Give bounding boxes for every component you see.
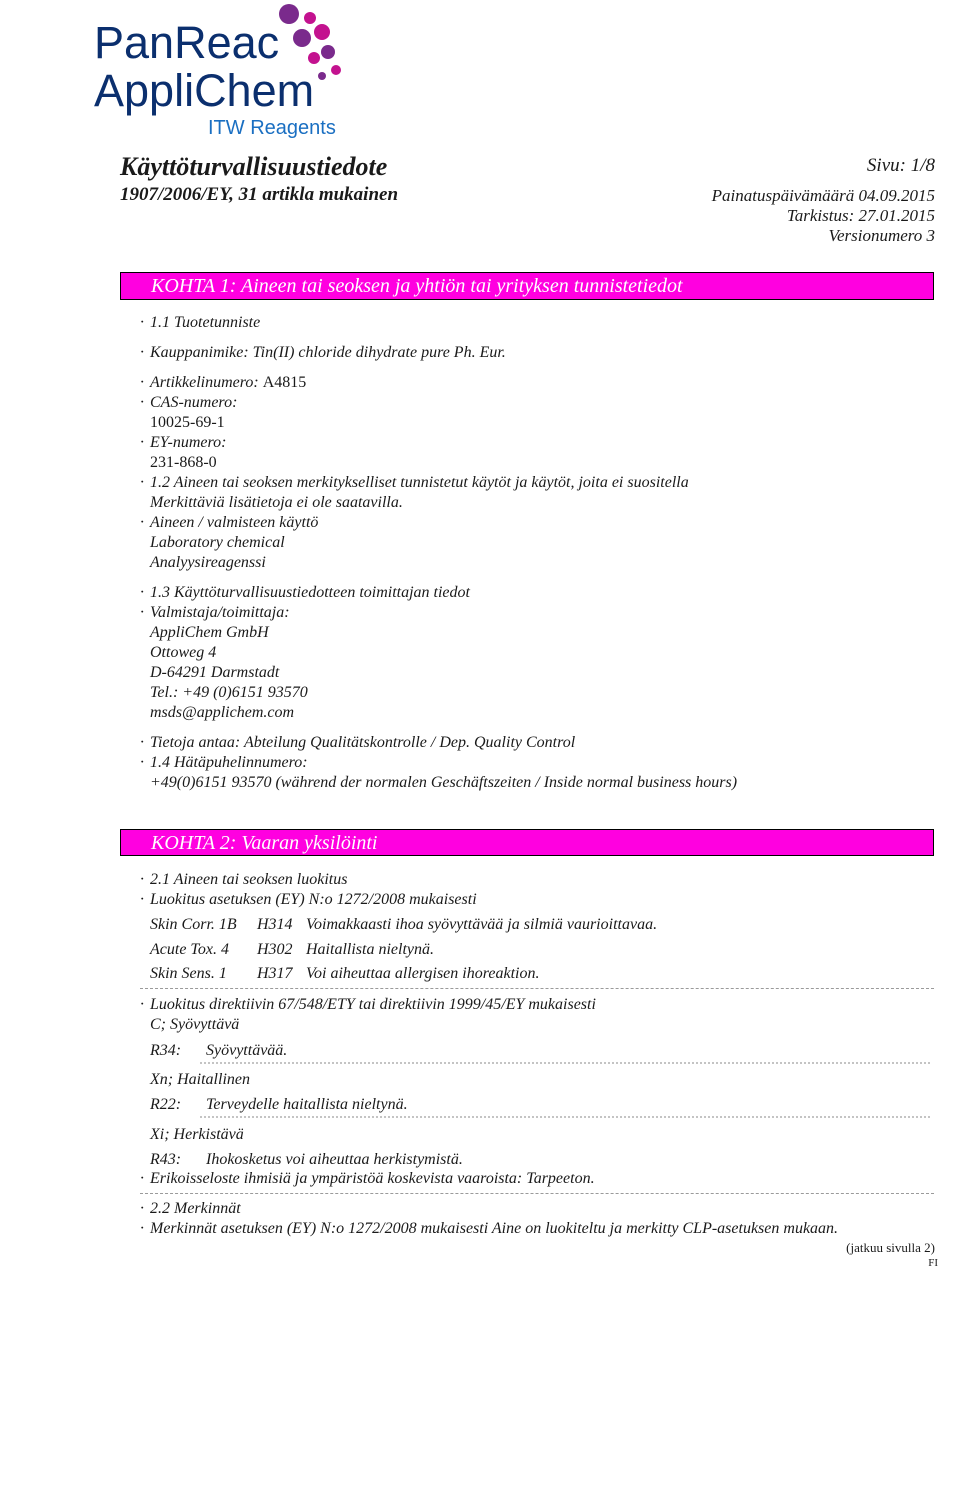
- use-2: Analyysireagenssi: [150, 554, 266, 571]
- logo-line1: PanReac: [94, 17, 280, 68]
- clp-text-2: Haitallista nieltynä.: [306, 941, 434, 958]
- dir-symbol-1: C; Syövyttävä: [150, 1016, 240, 1033]
- revision-date: Tarkistus: 27.01.2015: [786, 206, 935, 225]
- section-1-4: · 1.4 Hätäpuhelinnumero:: [140, 754, 308, 771]
- logo-line3: ITW Reagents: [208, 117, 336, 139]
- section-1-2: · 1.2 Aineen tai seoksen merkitykselliset tunnistetut käytöt ja käytöt, joita ei suositella: [140, 474, 689, 491]
- dir-rtext-3: Ihokosketus voi aiheuttaa herkistymistä.: [206, 1151, 463, 1168]
- clp-classification-label: · Luokitus asetuksen (EY) N:o 1272/2008 mukaisesti: [140, 891, 477, 908]
- page-number: Sivu: 1/8: [866, 155, 935, 176]
- document-title: Käyttöturvallisuustiedote: [120, 152, 388, 181]
- clp-class-3: Skin Sens. 1: [150, 965, 227, 982]
- directive-classification-label: · Luokitus direktiivin 67/548/ETY tai direktiivin 1999/45/EY mukaisesti: [140, 996, 596, 1013]
- divider: [200, 1062, 930, 1064]
- section-1-1: · 1.1 Tuotetunniste: [140, 314, 261, 331]
- cas-label: · CAS-numero:: [140, 394, 238, 411]
- clp-text-3: Voi aiheuttaa allergisen ihoreaktion.: [306, 965, 540, 982]
- print-date: Painatuspäivämäärä 04.09.2015: [711, 186, 935, 205]
- supplier-name: AppliChem GmbH: [150, 624, 269, 641]
- section-1-2-value: Merkittäviä lisätietoja ei ole saatavilla.: [150, 494, 403, 511]
- supplier-email[interactable]: msds@applichem.com: [150, 704, 295, 721]
- clp-code-1: H314: [257, 916, 293, 933]
- use-label: · Aineen / valmisteen käyttö: [140, 514, 319, 531]
- info-provider: · Tietoja antaa: Abteilung Qualitätskontrolle / Dep. Quality Control: [140, 734, 576, 751]
- clp-code-2: H302: [257, 941, 293, 958]
- ec-value: 231-868-0: [150, 454, 217, 471]
- dir-r-1: R34:: [150, 1042, 182, 1059]
- section2-heading: KOHTA 2: Vaaran yksilöinti: [151, 832, 378, 854]
- label-elements: · Merkinnät asetuksen (EY) N:o 1272/2008 mukaisesti Aine on luokiteltu ja merkitty CLP-asetuksen mukaan.: [140, 1220, 839, 1237]
- continued-note: (jatkuu sivulla 2): [846, 1240, 935, 1255]
- dir-r-3: R43:: [150, 1151, 182, 1168]
- divider: [140, 988, 934, 989]
- supplier-city: D-64291 Darmstadt: [150, 664, 280, 681]
- supplier-label: · Valmistaja/toimittaja:: [140, 604, 290, 621]
- section2-heading-bar: [120, 829, 934, 856]
- emergency-phone: +49(0)6151 93570 (während der normalen Geschäftszeiten / Inside normal business hours): [150, 774, 738, 791]
- document-subtitle: 1907/2006/EY, 31 artikla mukainen: [120, 184, 399, 205]
- supplier-phone: Tel.: +49 (0)6151 93570: [150, 684, 308, 701]
- version-number: Versionumero 3: [828, 226, 935, 245]
- article-number: · Artikkelinumero: A4815: [140, 374, 307, 391]
- trade-name: · Kauppanimike: Tin(II) chloride dihydrate pure Ph. Eur.: [140, 344, 506, 361]
- divider: [200, 1116, 930, 1118]
- clp-class-1: Skin Corr. 1B: [150, 916, 237, 933]
- dir-symbol-3: Xi; Herkistävä: [150, 1126, 244, 1143]
- clp-text-1: Voimakkaasti ihoa syövyttävää ja silmiä vaurioittavaa.: [306, 916, 658, 933]
- environment-hazards: · Erikoisseloste ihmisiä ja ympäristöä koskevista vaaroista: Tarpeeton.: [140, 1170, 595, 1187]
- supplier-street: Ottoweg 4: [150, 644, 217, 661]
- section1-heading-bar: [120, 272, 934, 300]
- section-1-3: · 1.3 Käyttöturvallisuustiedotteen toimittajan tiedot: [140, 584, 470, 601]
- divider: [140, 1193, 934, 1194]
- section-2-1: · 2.1 Aineen tai seoksen luokitus: [140, 871, 348, 888]
- cas-value: 10025-69-1: [150, 414, 225, 431]
- dir-symbol-2: Xn; Haitallinen: [150, 1071, 250, 1088]
- section-2-2: · 2.2 Merkinnät: [140, 1200, 241, 1217]
- panreac-applichem-logo: [90, 0, 350, 140]
- section1-heading: KOHTA 1: Aineen tai seoksen ja yhtiön tai yrityksen tunnistetiedot: [151, 275, 683, 297]
- use-1: Laboratory chemical: [150, 534, 285, 551]
- clp-code-3: H317: [257, 965, 293, 982]
- ec-label: · EY-numero:: [140, 434, 227, 451]
- dir-r-2: R22:: [150, 1096, 182, 1113]
- dir-rtext-2: Terveydelle haitallista nieltynä.: [206, 1096, 408, 1113]
- language-code: FI: [928, 1257, 938, 1269]
- clp-class-2: Acute Tox. 4: [150, 941, 229, 958]
- dir-rtext-1: Syövyttävää.: [206, 1042, 288, 1059]
- logo-line2: AppliChem: [94, 65, 315, 116]
